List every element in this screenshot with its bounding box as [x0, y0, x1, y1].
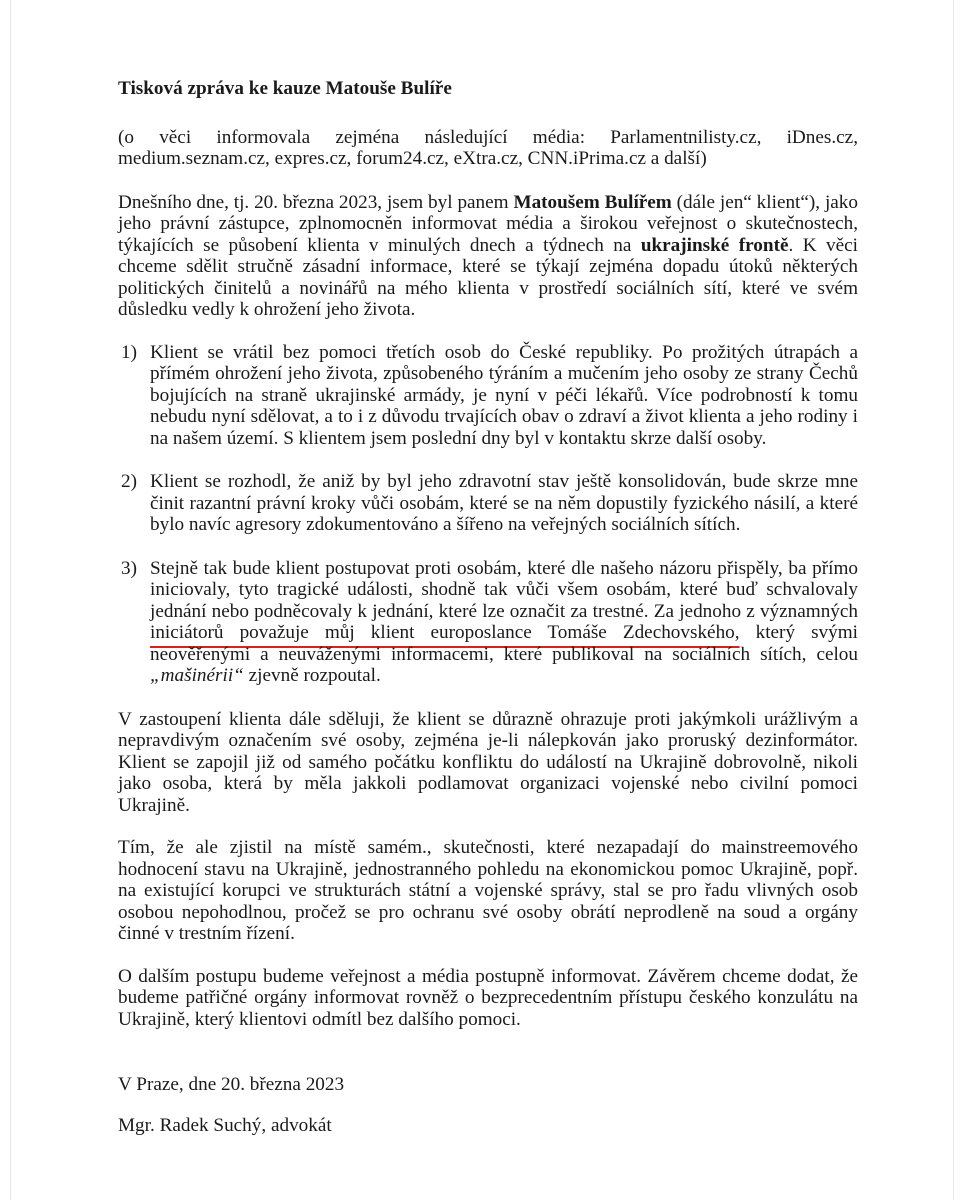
point-1 [118, 342, 858, 450]
point-text-after: který svými neověřenými a neuváženými informacemi, které publikoval na sociálních sítích, celou [150, 622, 858, 665]
document-title: Tisková zpráva ke kauze Matouše Bulíře [118, 78, 452, 99]
point-text-end: zjevně rozpoutal. [243, 665, 381, 686]
representation-paragraph: V zastoupení klienta dále sděluji, že klient se důrazně ohrazuje proti jakýmkoli urážlivým a nepravdivým označením své osoby, zejména je-li nálepkován jako proruský dezinformátor. Klient se zapojil již od samého počátku konfliktu do událostí na Ukrajině dobrovolně, nikoli jako osoba, která by měla jakkoli podlamovat organizaci vojenské nebo civilní pomoci Ukrajině. [118, 708, 858, 816]
place-date: V Praze, dne 20. března 2023 [118, 1074, 345, 1095]
signature-block [118, 1074, 858, 1136]
point-text-before: Stejně tak bude klient postupovat proti osobám, které dle našeho názoru přispěly, ba přímo iniciovaly, tyto tragické události, shodně tak vůči všem osobám, které buď schvalovaly jednání nebo podněcovaly k jednání, které lze označit za trestné. Za jednoho z významných [150, 557, 858, 622]
intro-part-1: Dnešního dne, tj. 20. března 2023, jsem byl panem [118, 191, 514, 213]
point-3 [118, 558, 858, 687]
signature: Mgr. Radek Suchý, advokát [118, 1114, 332, 1136]
intro-part-2: (dále jen“ klient“), jako jeho právní zástupce, zplnomocněn informovat média a širokou veřejnost o skutečnostech, týkajících se působení klienta v minulých dnech a týdnech na [118, 191, 858, 256]
point-number: 2) [121, 471, 137, 492]
point-number: 1) [121, 341, 137, 363]
intro-part-3: . K věci chceme sdělit stručně zásadní informace, které se týkají zejména dopadu útoků některých politických činitelů a novinářů na mého klienta v prostředí sociálních sítí, které ve svém důsledku vedly k ohrožení jeho života. [118, 234, 858, 320]
media-note: (o věci informovala zejména následující média: Parlamentnilisty.cz, iDnes.cz, medium.seznam.cz, expres.cz, forum24.cz, eXtra.cz, CNN.iPrima.cz a další) [118, 126, 858, 169]
next-steps-paragraph: O dalším postupu budeme veřejnost a média postupně informovat. Závěrem chceme dodat, že budeme patřičné orgány informovat rovněž o bezprecedentním přístupu českého konzulátu na Ukrajině, který klientovi odmítl bez dalšího pomoci. [118, 965, 858, 1030]
intro-paragraph [118, 192, 858, 321]
point-text: Klient se rozhodl, že aniž by byl jeho zdravotní stav ještě konsolidován, bude skrze mne činit razantní právní kroky vůči osobám, které se na něm dopustily fyzického násilí, a které bylo navíc agresory zdokumentováno a šířeno na veřejných sociálních sítích. [150, 471, 858, 535]
front-name: ukrajinské frontě [640, 234, 789, 256]
point-text: Klient se vrátil bez pomoci třetích osob do České republiky. Po prožitých útrapách a přímém ohrožení jeho života, způsobeného týráním a mučením jeho osoby ze strany Čechů bojujících na straně ukrajinské armády, je nyní v péči lékařů. Více podrobností k tomu nebudu nyní sdělovat, a to i z důvodu trvajících obav o zdraví a život klienta a jeho rodiny i na našem území. S klientem jsem poslední dny byl v kontaktu skrze další osoby. [150, 341, 858, 449]
numbered-points [118, 342, 858, 687]
document-page [10, 0, 954, 1200]
findings-paragraph: Tím, že ale zjistil na místě samém., skutečnosti, které nezapadají do mainstreemového hodnocení stavu na Ukrajině, jednostranného pohledu na ekonomickou pomoc Ukrajině, popř. na existující korupci ve strukturách státní a vojenské správy, stal se pro řadu vlivných osob osobou nepohodlnou, pročež se pro ochranu své osoby obrátí neprodleně na soud a orgány činné v trestním řízení. [118, 837, 858, 944]
client-name: Matoušem Bulířem [513, 191, 672, 213]
point-number: 3) [121, 557, 137, 579]
red-underlined-text: iniciátorů považuje můj klient europoslance Tomáše Zdechovského, [150, 622, 740, 643]
press-release [118, 78, 858, 1155]
italic-term: „mašinérii“ [150, 665, 244, 686]
point-2 [118, 471, 858, 536]
